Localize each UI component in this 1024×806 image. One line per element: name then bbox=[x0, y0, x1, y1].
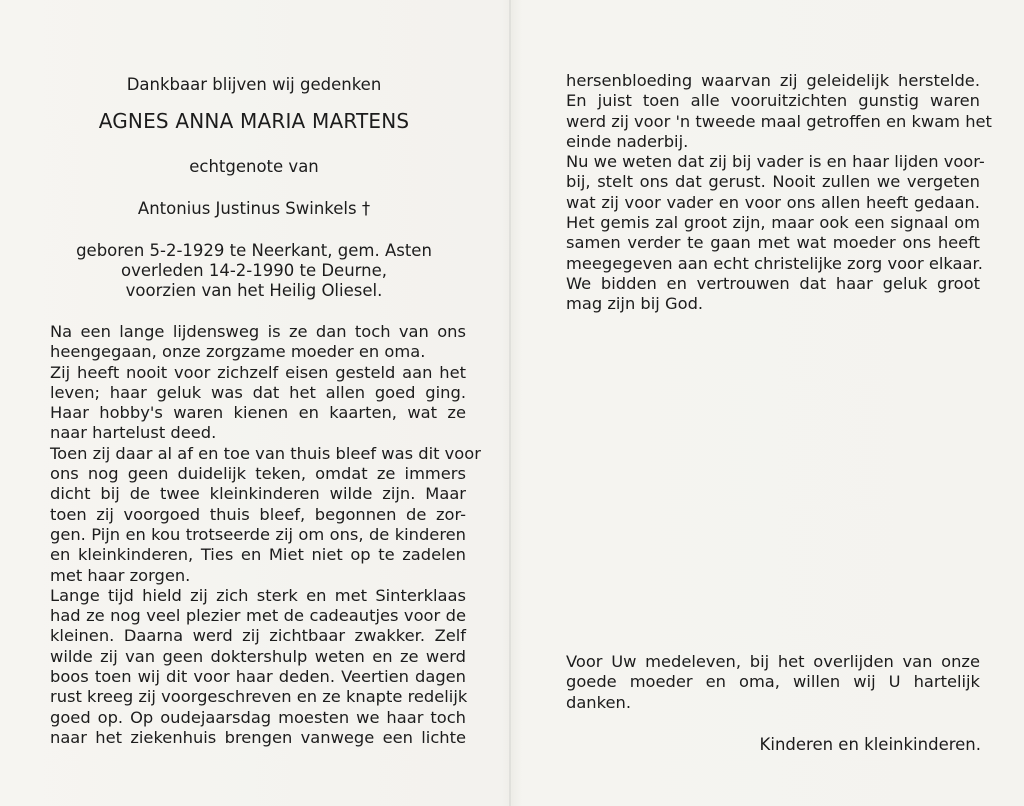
text-line: naar het ziekenhuis brengen vanwege een lichte bbox=[50, 727, 466, 747]
text-line: toen zij voorgoed thuis bleef, begonnen de zor- bbox=[50, 504, 466, 524]
text-line: boos toen wij dit voor haar deden. Veertien dagen bbox=[50, 667, 466, 687]
text-line: bij, stelt ons dat gerust. Nooit zullen we vergeten bbox=[566, 172, 980, 192]
text-line: Voor Uw medeleven, bij het overlijden van onze bbox=[566, 652, 980, 671]
text-line: met haar zorgen. bbox=[50, 565, 191, 585]
text-line: kleinen. Daarna werd zij zichtbaar zwakker. Zelf bbox=[50, 626, 466, 646]
text-line: Haar hobby's waren kienen en kaarten, wat ze bbox=[50, 403, 466, 423]
text-line: leven; haar geluk was dat het allen goed ging. bbox=[50, 382, 466, 402]
text-line: rust kreeg zij voorgeschreven en ze knapte redelijk bbox=[50, 687, 468, 707]
text-line: Nu we weten dat zij bij vader is en haar lijden voor- bbox=[566, 152, 985, 172]
text-line: Het gemis zal groot zijn, maar ook een signaal om bbox=[566, 213, 980, 233]
right-body-text bbox=[566, 71, 992, 315]
sacrament-line: voorzien van het Heilig Oliesel. bbox=[125, 281, 383, 300]
text-line: Toen zij daar al af en toe van thuis bleef was dit voor bbox=[50, 443, 481, 463]
birth-line: geboren 5-2-1929 te Neerkant, gem. Asten bbox=[76, 241, 432, 260]
text-line: goed op. Op oudejaarsdag moesten we haar toch bbox=[50, 707, 466, 727]
text-line: samen verder te gaan met wat moeder ons heeft bbox=[566, 233, 980, 253]
thanks-text bbox=[566, 652, 980, 713]
text-line: danken. bbox=[566, 692, 631, 712]
text-line: hersenbloeding waarvan zij geleidelijk herstelde. bbox=[566, 71, 980, 90]
intro-line: Dankbaar blijven wij gedenken bbox=[126, 75, 382, 94]
text-line: werd zij voor 'n tweede maal getroffen en kwam het bbox=[566, 111, 992, 131]
spouse-intro: echtgenote van bbox=[189, 157, 319, 176]
text-line: naar hartelust deed. bbox=[50, 423, 217, 443]
left-page bbox=[0, 0, 510, 806]
right-page bbox=[512, 0, 1024, 806]
text-line: En juist toen alle vooruitzichten gunstig waren bbox=[566, 91, 980, 111]
text-line: We bidden en vertrouwen dat haar geluk groot bbox=[566, 273, 980, 293]
text-line: had ze nog veel plezier met de cadeautjes voor de bbox=[50, 606, 466, 626]
text-line: wilde zij van geen doktershulp weten en ze werd bbox=[50, 646, 466, 666]
text-line: en kleinkinderen, Ties en Miet niet op te zadelen bbox=[50, 545, 466, 565]
left-body-text bbox=[50, 322, 481, 748]
signoff: Kinderen en kleinkinderen. bbox=[759, 735, 981, 754]
text-line: goede moeder en oma, willen wij U hartelijk bbox=[566, 672, 980, 692]
text-line: mag zijn bij God. bbox=[566, 294, 704, 314]
deceased-name: AGNES ANNA MARIA MARTENS bbox=[98, 109, 410, 133]
text-line: Na een lange lijdensweg is ze dan toch van ons bbox=[50, 322, 466, 341]
text-line: ons nog geen duidelijk teken, omdat ze immers bbox=[50, 464, 466, 484]
text-line: wat zij voor vader en voor ons allen heeft gedaan. bbox=[566, 192, 980, 212]
text-line: einde naderbij. bbox=[566, 131, 689, 151]
text-line: Lange tijd hield zij zich sterk en met Sinterklaas bbox=[50, 585, 466, 605]
text-line: dicht bij de twee kleinkinderen wilde zijn. Maar bbox=[50, 484, 466, 504]
text-line: meegegeven aan echt christelijke zorg voor elkaar. bbox=[566, 253, 983, 273]
text-line: Zij heeft nooit voor zichzelf eisen gesteld aan het bbox=[50, 362, 466, 382]
death-line: overleden 14-2-1990 te Deurne, bbox=[120, 261, 388, 280]
text-line: gen. Pijn en kou trotseerde zij om ons, de kinderen bbox=[50, 524, 466, 544]
text-line: heengegaan, onze zorgzame moeder en oma. bbox=[50, 342, 426, 362]
spouse-name: Antonius Justinus Swinkels † bbox=[137, 199, 371, 218]
